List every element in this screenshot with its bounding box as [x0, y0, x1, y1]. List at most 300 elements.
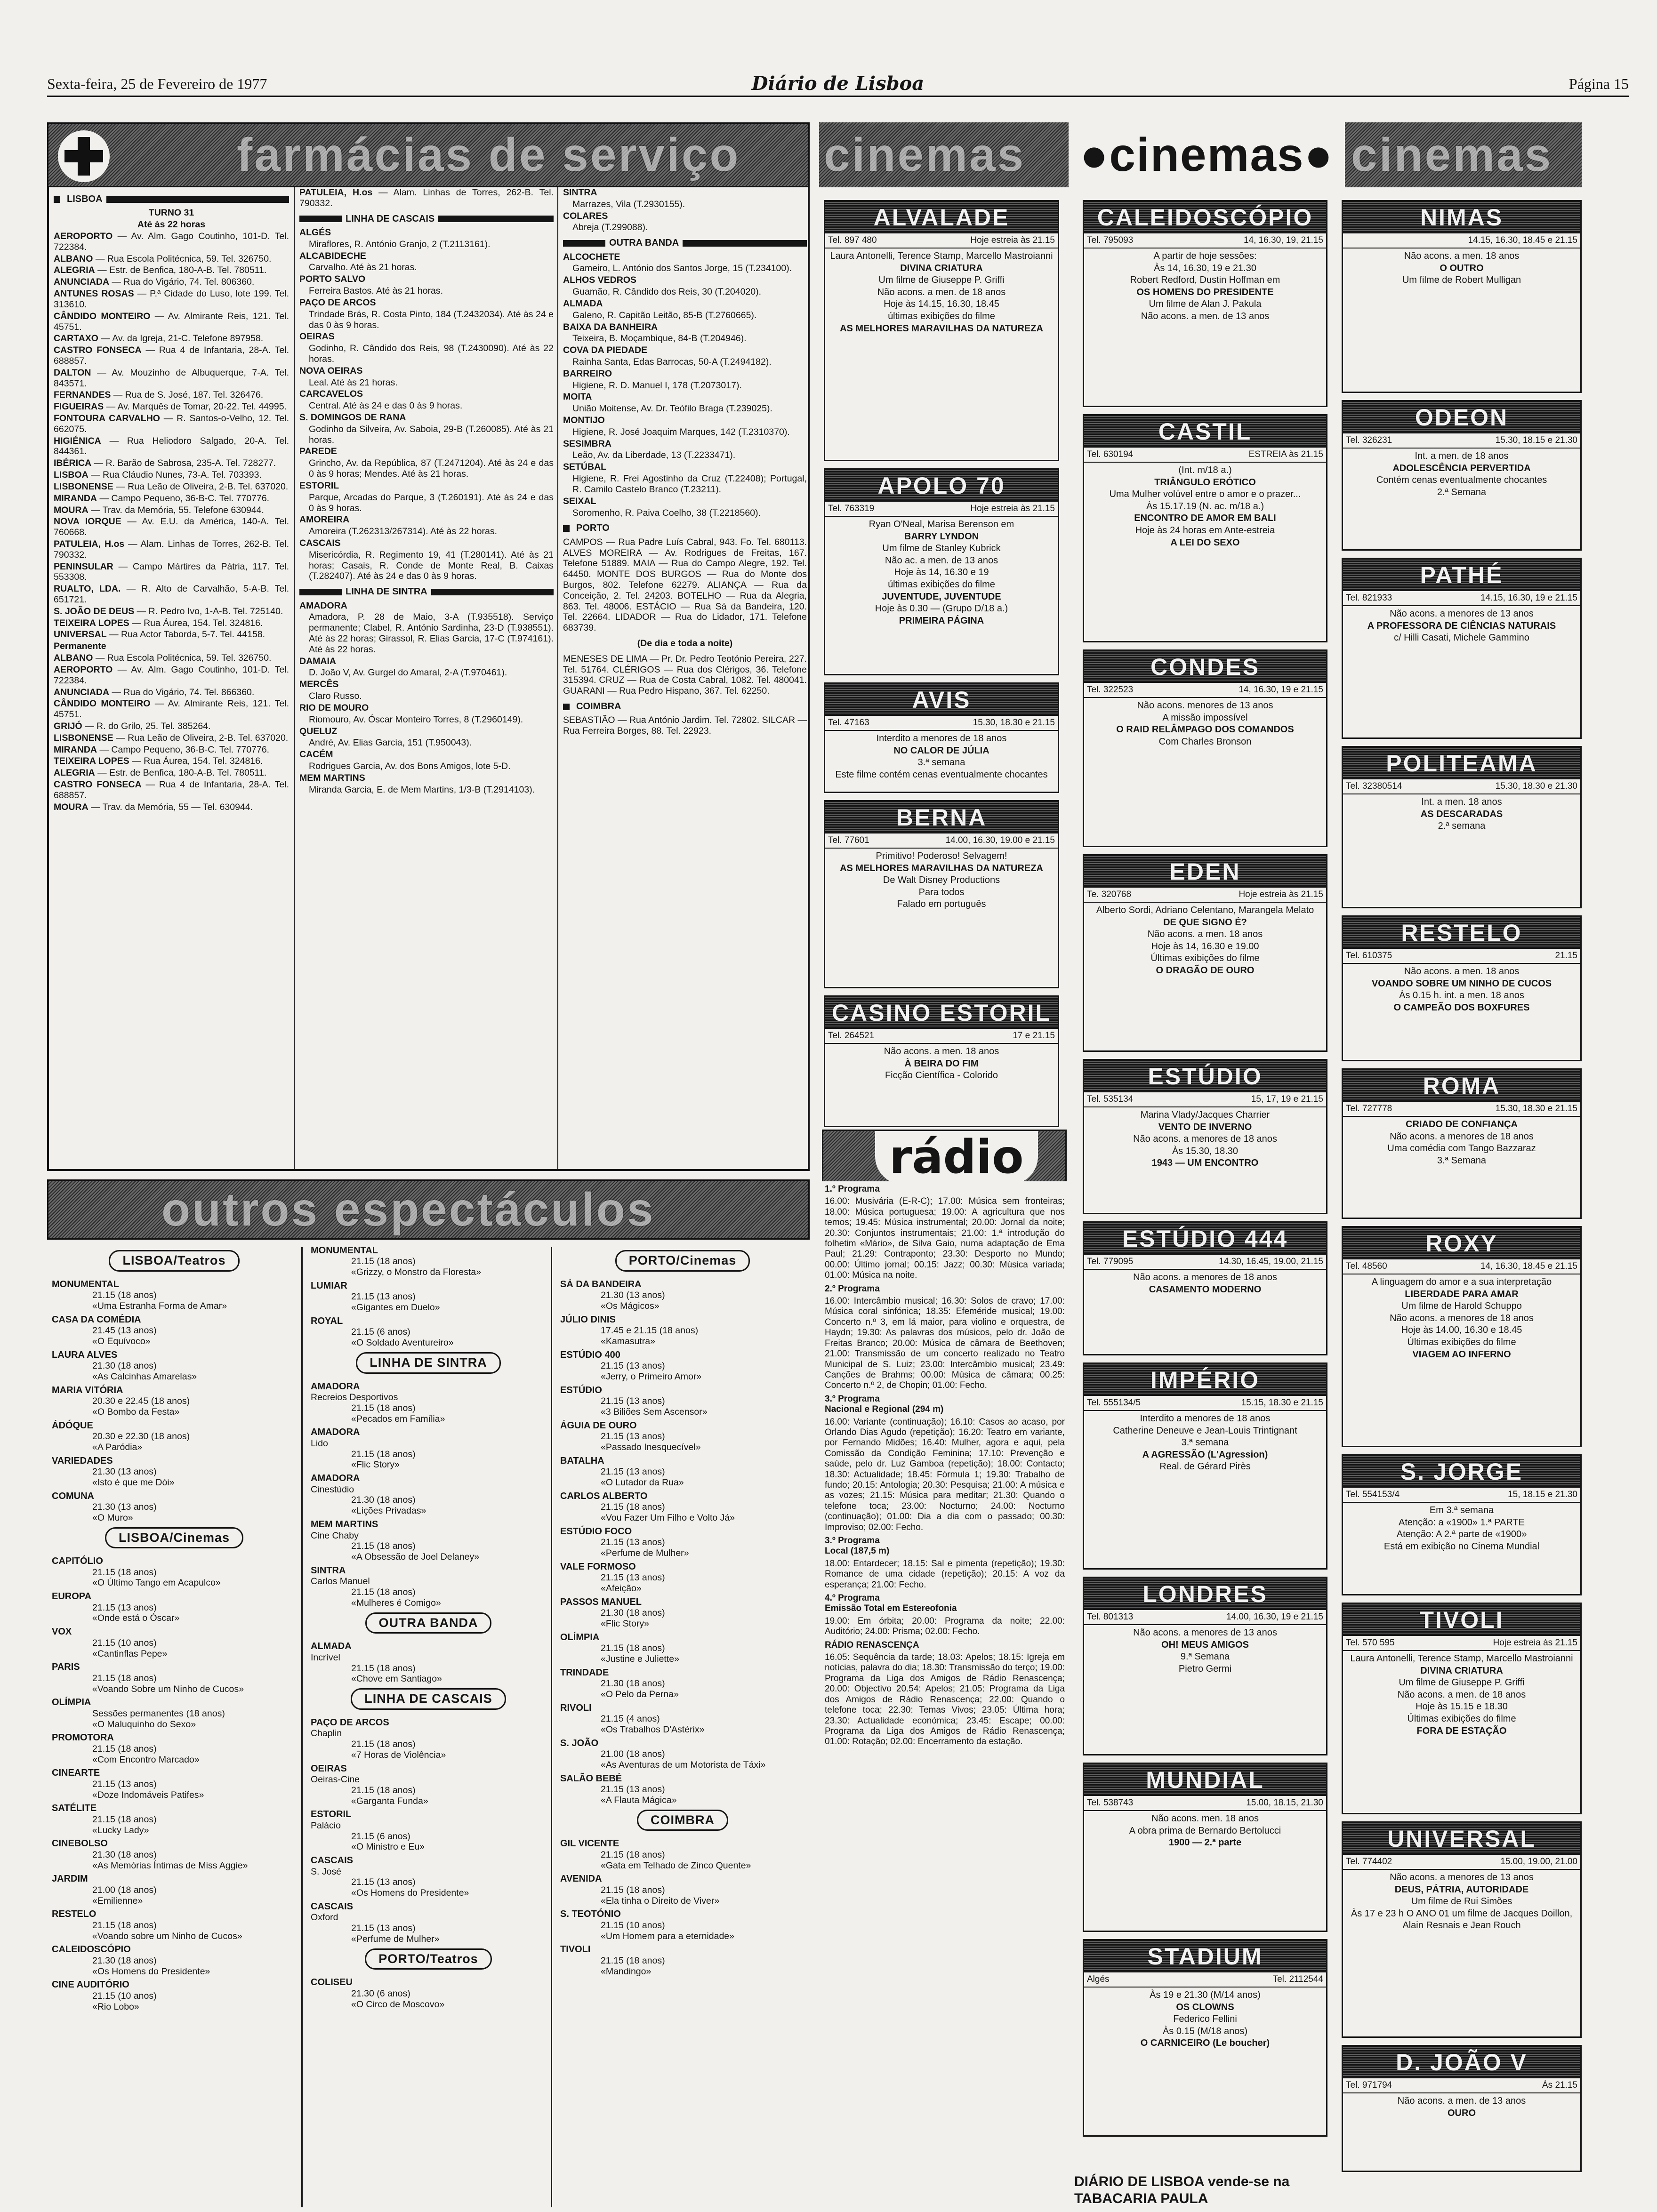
venue-name: ROYAL [311, 1316, 343, 1327]
pharmacy-address: — Estr. de Benfica, 180-A-B. Tel. 780511. [95, 265, 267, 276]
cinema-times: 21.15 [1555, 951, 1577, 961]
show-line: «O Ministro e Eu» [351, 1842, 425, 1852]
pharmacy-box [47, 187, 810, 1171]
cinema-name: PATHÉ [1343, 559, 1580, 591]
cinema-line: Não acons. a menores de 13 anos [1390, 1872, 1534, 1883]
pharmacy-entry: D. João V, Av. Gurgel do Amaral, 2-A (T.970461). [309, 667, 507, 678]
turno-label: TURNO 31 [148, 208, 194, 218]
cinema-listing-19 [1342, 915, 1582, 1061]
venue-name: GIL VICENTE [560, 1838, 619, 1849]
locality: NOVA OEIRAS [299, 365, 363, 376]
locality: SINTRA [563, 187, 597, 198]
show-line: «Voando Sobre um Ninho de Cucos» [92, 1683, 244, 1694]
cinema-phone: Tel. 570 595 [1346, 1638, 1395, 1648]
cinema-name: BERNA [825, 801, 1058, 834]
cinema-line: Às 0.15 (M/18 anos) [1162, 2026, 1248, 2036]
cinema-listing-12 [1083, 1577, 1327, 1755]
locality: BARREIRO [563, 368, 612, 379]
cinema-phone: Tel. 763319 [828, 504, 875, 513]
venue-name: AVENIDA [560, 1874, 602, 1884]
cinema-name: CASINO ESTORIL [825, 997, 1058, 1029]
cinema-line: 2.ª semana [1438, 821, 1486, 832]
cinema-line: Um filme de Rui Simões [1411, 1896, 1512, 1907]
cinema-body [1084, 248, 1326, 323]
locality: MONTIJO [563, 415, 605, 426]
cinema-meta [1084, 1255, 1326, 1270]
cinema-phone: Tel. 897 480 [828, 235, 877, 245]
venue-name: AMADORA [311, 1427, 360, 1438]
venue-name: SATÉLITE [52, 1803, 97, 1814]
cinema-times: 15.30, 18.30 e 21.15 [1495, 1104, 1577, 1114]
cinema-line: A linguagem do amor e a sua interpretação [1371, 1277, 1552, 1288]
coimbra-pharmacies: SEBASTIÃO — Rua António Jardim. Tel. 72802. SILCAR — Rua Ferreira Borges, 88. Tel. 22923. [563, 715, 807, 737]
cinema-meta [1084, 683, 1326, 698]
venue-subname: Palácio [311, 1820, 341, 1831]
venue-name: MEM MARTINS [311, 1519, 378, 1530]
show-line: «Os Homens do Presidente» [351, 1888, 469, 1899]
show-line: «Perfume de Mulher» [351, 1934, 440, 1945]
locality: DAMAIA [299, 656, 336, 666]
pharmacy-entry [54, 505, 289, 516]
show-line: «Emilienne» [92, 1895, 143, 1906]
pharmacy-address: — Rua do Vigário, 74. Tel. 806360. [109, 277, 255, 288]
pharmacy-entry [54, 413, 289, 435]
film-title: OH! MEUS AMIGOS [1161, 1639, 1249, 1650]
section-pill: PORTO/Cinemas [615, 1250, 750, 1272]
film-title: O RAID RELÂMPAGO DOS COMANDOS [1116, 724, 1294, 735]
show-line: 21.15 (13 anos) [601, 1572, 665, 1583]
pharmacy-entry [54, 629, 289, 640]
cinema-line: 3.ª Semana [1437, 1155, 1487, 1166]
cinema-times: 14, 16.30, 18.45 e 21.15 [1480, 1261, 1577, 1271]
pharmacy-address: — Av. Almirante Reis, 121. Tel. 45751. [54, 311, 289, 332]
cinema-meta [825, 502, 1058, 517]
cinema-listing-0 [824, 200, 1059, 461]
film-title: TRIÂNGULO ERÓTICO [1154, 477, 1256, 488]
cinema-listing-11 [1083, 1362, 1327, 1570]
show-line: 21.30 (13 anos) [92, 1467, 157, 1477]
pharmacy-name: ALEGRIA [54, 768, 95, 778]
show-line: «Ela tinha o Direito de Viver» [601, 1895, 720, 1906]
pharmacy-entry: Miraflores, R. António Granjo, 2 (T.2113161). [309, 239, 491, 249]
cinema-listing-5 [1083, 200, 1327, 407]
show-line: «O Soldado Aventureiro» [351, 1338, 454, 1348]
cinema-body [825, 849, 1058, 911]
shows-column-3 [560, 1246, 805, 1977]
film-title: OS CLOWNS [1176, 2002, 1234, 2012]
venue-name: CINEARTE [52, 1768, 100, 1779]
locality: AMADORA [299, 600, 347, 611]
cinema-line: Às 14, 16.30, 19 e 21.30 [1154, 263, 1256, 273]
show-line: 21.15 (6 anos) [351, 1327, 410, 1338]
show-line: «Rio Lobo» [92, 2001, 139, 2012]
cinema-times: 15.00, 18.15, 21.30 [1246, 1798, 1323, 1808]
pharmacy-entry [54, 665, 289, 686]
pharmacy-entry: Galeno, R. Capitão Leitão, 85-B (T.2760665). [572, 310, 757, 321]
cinema-body [1084, 1988, 1326, 2050]
pharmacy-entry: Higiene, R. Frei Agostinho da Cruz (T.22408); Portugal, R. Camilo Castelo Branco (T.23211). [572, 473, 807, 495]
pharmacy-address: — Rua Escola Politécnica, 59. Tel. 326750. [93, 653, 272, 664]
pharmacy-name: NOVA IORQUE [54, 516, 121, 527]
pharmacy-entry: União Moitense, Av. Dr. Teófilo Braga (T.239025). [572, 403, 772, 414]
pharmacy-name: PATULEIA, H.os [54, 538, 125, 549]
pharmacy-entry [54, 493, 289, 504]
pharmacy-entry [54, 231, 289, 253]
cinema-times: 15.00, 19.00, 21.00 [1500, 1857, 1577, 1867]
pharmacy-name: PATULEIA, H.os [299, 187, 373, 198]
locality: MOITA [563, 392, 592, 402]
venue-name: CASA DA COMÉDIA [52, 1314, 141, 1325]
venue-subname: Incrível [311, 1652, 340, 1663]
cinema-line: Não acons. a menores de 18 anos [1390, 1313, 1534, 1323]
cinema-line: Falado em português [897, 899, 986, 910]
cinema-line: últimas exibições do filme [888, 579, 995, 590]
pharmacy-address: — P.ª Cidade do Luso, lote 199. Tel. 313610. [54, 289, 289, 310]
locality: SESIMBRA [563, 438, 611, 449]
show-line: «Perfume de Mulher» [601, 1547, 689, 1558]
pharmacy-entry [54, 289, 289, 310]
show-line: 21.30 (18 anos) [92, 1955, 157, 1966]
pharmacy-entry [54, 345, 289, 367]
cinema-line: Não acons. a men. de 13 anos [1397, 2096, 1526, 2107]
cinema-name: D. JOÃO V [1343, 2046, 1580, 2078]
cinema-listing-10 [1083, 1221, 1327, 1355]
cinema-line: Um filme de Harold Schuppo [1401, 1301, 1522, 1312]
cinema-line: Hoje às 0.30 — (Grupo D/18 a.) [875, 603, 1008, 614]
lisboa-heading [54, 194, 289, 205]
cinema-meta [1343, 1855, 1580, 1870]
film-title: AS DESCARADAS [1420, 809, 1503, 819]
cinema-listing-23 [1342, 1603, 1582, 1814]
locality: CARCAVELOS [299, 389, 363, 400]
cinema-line: A obra prima de Bernardo Bertolucci [1129, 1825, 1281, 1836]
cinema-line: c/ Hilli Casati, Michele Gammino [1394, 633, 1529, 643]
show-line: 21.15 (18 anos) [351, 1663, 416, 1674]
cinema-line: Uma Mulher volúvel entre o amor e o prazer... [1109, 489, 1301, 500]
cinema-listing-13 [1083, 1763, 1327, 1932]
film-title: CRIADO DE CONFIANÇA [1406, 1119, 1518, 1130]
film-title: DEUS, PÁTRIA, AUTORIDADE [1394, 1884, 1529, 1895]
cinema-meta [1084, 1796, 1326, 1811]
cinema-times: 14.15, 16.30, 18.45 e 21.15 [1468, 235, 1577, 245]
pharmacy-entry [54, 779, 289, 801]
venue-name: VALE FORMOSO [560, 1561, 636, 1572]
cinema-name: EDEN [1084, 856, 1326, 888]
pharmacy-address: — R. Alto de Carvalhão, 5-A-B. Tel. 651721. [54, 584, 289, 605]
film-title: DE QUE SIGNO É? [1163, 917, 1247, 928]
locality: ALMADA [563, 298, 603, 309]
show-line: 21.15 (18 anos) [92, 1290, 157, 1300]
film-title: O DRAGÃO DE OURO [1156, 965, 1255, 976]
cinema-line: 3.ª semana [1181, 1437, 1229, 1448]
film-title: DIVINA CRIATURA [1420, 1665, 1503, 1676]
pharmacy-entry [54, 698, 289, 720]
cinema-body [825, 1044, 1058, 1082]
pharmacy-regions-column [299, 187, 554, 796]
cinema-phone: Tel. 32380514 [1346, 781, 1402, 791]
section-pill: LINHA DE SINTRA [356, 1352, 501, 1374]
film-title: OURO [1448, 2108, 1476, 2118]
pharmacy-entry [54, 584, 289, 605]
venue-name: JÚLIO DINIS [560, 1314, 616, 1325]
show-line: 21.15 (18 anos) [601, 1643, 665, 1654]
pharmacy-entry: Grincho, Av. da República, 87 (T.2471204). Até às 24 e das 0 às 9 horas; Mendes. Até às 21 horas. [309, 458, 554, 480]
pharmacy-cross-icon [58, 130, 110, 182]
locality: PAREDE [299, 446, 337, 457]
pharmacy-address: — Av. da Igreja, 21-C. Telefone 897958. [98, 333, 264, 344]
cinema-line: Não acons. men. 18 anos [1151, 1813, 1259, 1824]
cinema-body [1343, 1870, 1580, 1932]
cinema-phone: Tel. 779095 [1087, 1257, 1134, 1266]
radio-program-text: 16.00: Variante (continuação); 16.10: Casos ao acaso, por Orlando Dias Agudo (repetição); 16.20: Teatro em variante, por Fernando Midões; 16.40: Mulher, agora e aqui, pela Comissão da Condição Feminina; 17.10: Prevenção e saúde, pelo dr. Luz Gamboa (repetição); 18.00: Contacto; 18.30: Actualidade; 18.45: Fórmula 1; 19.30: Trabalho de fundo; 20.15: Antologia; 20.30: Pesquisa; 21.00: A música e as vozes; 21.15: Música para meditar; 21.30: Quando o telefone toca; 23.00: Nocturno; 24.00: Nocturno (continuação); 01.00: Dia a dia com o passado; 00.30: Improviso; 02.00: Fecho. [825, 1417, 1065, 1532]
pharmacy-name: DALTON [54, 367, 91, 378]
cinema-line: De Walt Disney Productions [883, 875, 1000, 886]
show-line: 21.15 (18 anos) [92, 1920, 157, 1931]
cinema-times: Hoje estreia às 21.15 [970, 504, 1055, 513]
pharmacy-name: MOURA [54, 801, 88, 812]
film-title: ADOLESCÊNCIA PERVERTIDA [1392, 463, 1531, 473]
venue-name: CASCAIS [311, 1855, 354, 1866]
film-title: VENTO DE INVERNO [1158, 1122, 1252, 1132]
cinema-line: Hoje às 14, 16.30 e 19 [894, 567, 989, 578]
cinema-times: Tel. 2112544 [1272, 1974, 1323, 1984]
cinema-listing-9 [1083, 1059, 1327, 1214]
bar-decoration [299, 216, 342, 222]
show-line: «Isto é que me Dói» [92, 1477, 175, 1488]
venue-name: RIVOLI [560, 1702, 592, 1713]
cinema-line: Hoje às 14.15, 16.30, 18.45 [884, 299, 999, 310]
show-line: 21.30 (18 anos) [351, 1495, 416, 1506]
show-line: «O Pelo da Perna» [601, 1689, 679, 1699]
pharmacy-address: — Av. Marquês de Tomar, 20-22. Tel. 44995. [104, 401, 287, 412]
cinema-times: Hoje estreia às 21.15 [1493, 1638, 1577, 1648]
show-line: «Voando sobre um Ninho de Cucos» [92, 1931, 242, 1941]
venue-name: BATALHA [560, 1455, 604, 1466]
locality: CACÉM [299, 749, 333, 760]
pharmacy-entry: Abreja (T.299088). [572, 222, 648, 233]
venue-name: PARIS [52, 1662, 80, 1673]
cinema-phone: Tel. 554153/4 [1346, 1490, 1400, 1499]
show-line: «Gigantes em Duelo» [351, 1302, 440, 1313]
pharmacy-address: — R. Santos-o-Velho, 12. Tel. 662075. [54, 413, 289, 434]
show-line: «Com Encontro Marcado» [92, 1754, 200, 1765]
cinema-line: Para todos [918, 887, 965, 898]
radio-program-heading: 1.º Programa [825, 1184, 880, 1194]
show-line: 21.15 (4 anos) [601, 1714, 660, 1724]
pharmacy-entry [54, 470, 289, 481]
cinema-name: ESTÚDIO 444 [1084, 1223, 1326, 1255]
pharmacy-entry: Central. Até às 24 e das 0 às 9 horas. [309, 401, 463, 411]
venue-name: TIVOLI [560, 1944, 591, 1955]
section-pill-wrap [560, 1806, 805, 1836]
cinema-listing-3 [824, 800, 1059, 988]
film-title: VIAGEM AO INFERNO [1412, 1349, 1511, 1360]
show-line: «A Obsessão de Joel Delaney» [351, 1552, 480, 1563]
cinema-line: Interdito a menores de 18 anos [1140, 1413, 1271, 1424]
show-line: «Lições Privadas» [351, 1506, 426, 1516]
pharmacy-name: TEIXEIRA LOPES [54, 617, 129, 628]
pharmacy-entry [54, 333, 289, 344]
cinema-line: últimas exibições do filme [888, 311, 995, 321]
cinema-meta [1084, 1610, 1326, 1625]
pharmacy-address: — Rua Actor Taborda, 5-7. Tel. 44158. [106, 629, 265, 640]
show-line: 21.15 (10 anos) [92, 1637, 157, 1648]
locality: BAIXA DA BANHEIRA [563, 321, 658, 332]
cinema-body [1084, 1811, 1326, 1849]
cinema-body [1343, 1651, 1580, 1737]
pharmacy-entry [299, 187, 554, 209]
cinema-name: APOLO 70 [825, 470, 1058, 502]
pharmacy-entry: Leão, Av. da Liberdade, 13 (T.2233471). [572, 450, 736, 461]
cinema-line: Marina Vlady/Jacques Charrier [1140, 1110, 1270, 1121]
pharmacy-address: — Trav. da Memória, 55. Telefone 630944. [88, 505, 264, 515]
locality: SEIXAL [563, 496, 596, 506]
film-title: A AGRESSÃO (L'Agression) [1142, 1449, 1268, 1460]
pharmacy-entry: Ferreira Bastos. Até às 21 horas. [309, 286, 443, 297]
venue-name: MONUMENTAL [311, 1245, 378, 1256]
cinema-line: Alberto Sordi, Adriano Celentano, Marangela Melato [1096, 905, 1314, 916]
venue-name: CINE AUDITÓRIO [52, 1980, 129, 1990]
pharmacy-entry: Rainha Santa, Edas Barrocas, 50-A (T.2494182). [572, 356, 772, 367]
pharmacy-address: — Campo Pequeno, 36-B-C. Tel. 770776. [97, 493, 270, 504]
cinema-name: ROMA [1343, 1070, 1580, 1102]
pharmacy-banner [47, 122, 810, 187]
show-line: 21.15 (18 anos) [351, 1256, 416, 1267]
permanent-label: Permanente [54, 641, 106, 652]
show-line: 21.15 (18 anos) [601, 1849, 665, 1860]
cinema-line: Um filme de Giuseppe P. Griffi [878, 275, 1005, 286]
film-title: CASAMENTO MODERNO [1149, 1284, 1262, 1295]
show-line: «A Flauta Mágica» [601, 1795, 677, 1805]
venue-name: S. JOÃO [560, 1738, 599, 1748]
venue-name: ESTÚDIO [560, 1385, 602, 1395]
cinema-body [1084, 1270, 1326, 1296]
cinema-meta [1343, 1636, 1580, 1651]
pharmacy-name: CÂNDIDO MONTEIRO [54, 698, 151, 709]
show-line: 21.15 (13 anos) [601, 1537, 665, 1548]
pharmacy-entry: Miranda Garcia, E. de Mem Martins, 1/3-B (T.2914103). [309, 784, 535, 795]
column-rule [551, 1247, 552, 2207]
cinema-listing-24 [1342, 1821, 1582, 2038]
pharmacy-entry [54, 516, 289, 538]
cinema-meta [1343, 1488, 1580, 1503]
show-line: «Passado Inesquecível» [601, 1442, 701, 1452]
show-line: «Uma Estranha Forma de Amar» [92, 1300, 227, 1311]
pharmacy-name: ALBANO [54, 253, 93, 264]
film-title: AS MELHORES MARAVILHAS DA NATUREZA [840, 323, 1043, 334]
cinema-phone: Tel. 774402 [1346, 1857, 1392, 1867]
section-pill-wrap [311, 1684, 546, 1715]
locality: S. DOMINGOS DE RANA [299, 412, 406, 423]
show-line: «Chove em Santiago» [351, 1674, 442, 1684]
show-line: 21.15 (18 anos) [92, 1743, 157, 1754]
pharmacy-address: — Rua 4 de Infantaria, 28-A. Tel. 688857. [54, 779, 289, 801]
cinema-meta [1084, 233, 1326, 248]
show-line: 21.15 (18 anos) [601, 1884, 665, 1895]
pharmacy-porto-column [563, 187, 807, 737]
column-rule [294, 187, 295, 1171]
coimbra-label: COIMBRA [576, 701, 621, 712]
show-line: 21.15 (18 anos) [351, 1785, 416, 1795]
cinema-phone: Tel. 630194 [1087, 449, 1134, 459]
cinema-times: Às 21.15 [1542, 2080, 1577, 2090]
cinema-phone: Algés [1087, 1974, 1110, 1984]
show-line: 21.15 (18 anos) [92, 1567, 157, 1578]
pharmacy-address: — R. do Grilo, 25. Tel. 385264. [82, 721, 211, 731]
pharmacy-entry [54, 733, 289, 744]
cinema-phone: Tel. 821933 [1346, 593, 1392, 603]
show-line: «Os Mágicos» [601, 1300, 660, 1311]
linha-cascais-heading [299, 214, 554, 224]
show-line: «Flic Story» [351, 1459, 400, 1470]
locality: QUELUZ [299, 726, 338, 737]
pharmacy-entry [54, 653, 289, 664]
cinema-name: ODEON [1343, 401, 1580, 433]
cinema-line: Pietro Germi [1178, 1663, 1232, 1674]
film-title: 1900 — 2.ª parte [1168, 1837, 1242, 1848]
cinema-body [1084, 1107, 1326, 1170]
pharmacy-entry: Riomouro, Av. Óscar Monteiro Torres, 8 (T.2960149). [309, 714, 523, 725]
pharmacy-name: S. JOÃO DE DEUS [54, 606, 135, 617]
pharmacy-entry: Trindade Brás, R. Costa Pinto, 184 (T.2432034). Até às 24 e das 0 às 9 horas. [309, 309, 554, 330]
show-line: «Os Homens do Presidente» [92, 1966, 210, 1977]
show-line: 21.15 (13 anos) [92, 1602, 157, 1613]
show-line: «Pecados em Família» [351, 1413, 445, 1424]
venue-subname: Carlos Manuel [311, 1576, 370, 1587]
cinema-line: Ficção Científica - Colorido [885, 1070, 998, 1081]
show-line: «Grizzy, o Monstro da Floresta» [351, 1267, 481, 1278]
show-line: 21.30 (13 anos) [92, 1502, 157, 1513]
show-line: 21.15 (18 anos) [351, 1449, 416, 1459]
shows-column-1 [52, 1246, 297, 2012]
film-title: 1943 — UM ENCONTRO [1151, 1158, 1259, 1169]
pharmacy-name: HIGIÉNICA [54, 435, 101, 446]
pharmacy-address: — Av. Almirante Reis, 121. Tel. 45751. [54, 698, 289, 720]
cinema-listing-7 [1083, 649, 1327, 847]
cinema-phone: Tel. 801313 [1087, 1612, 1134, 1622]
cinema-line: Está em exibição no Cinema Mundial [1384, 1541, 1540, 1552]
cinema-body [1343, 964, 1580, 1014]
venue-name: VOX [52, 1627, 72, 1637]
pharmacy-name: ANTUNES ROSAS [54, 289, 134, 299]
pharmacy-name: FONTOURA CARVALHO [54, 413, 160, 424]
cinema-line: Ryan O'Neal, Marisa Berenson em [869, 519, 1014, 530]
cinema-name: NIMAS [1343, 201, 1580, 233]
pharmacy-address: — Trav. da Memória, 55 — Tel. 630944. [88, 801, 253, 812]
show-line: «3 Biliões Sem Ascensor» [601, 1406, 708, 1417]
pharmacy-entry: Claro Russo. [309, 691, 362, 702]
square-bullet-icon [563, 525, 570, 532]
venue-subname: Recreios Desportivos [311, 1392, 398, 1403]
cinema-line: Não acons. a men. de 18 anos [1397, 1689, 1526, 1700]
bar-decoration [431, 589, 554, 595]
show-line: 21.15 (13 anos) [351, 1877, 416, 1888]
pharmacy-name: FIGUEIRAS [54, 401, 104, 412]
bar-decoration [683, 240, 807, 247]
show-line: 21.30 (18 anos) [92, 1361, 157, 1371]
pharmacy-entry: Amadora, P. 28 de Maio, 3-A (T.935518). Serviço permanente; Clabel, R. António Sardinha, 23-D (T.938551). Até às 22 horas; Girassol, R. Elias Garcia, 17-C (T.974161). Até às 22 horas. [309, 612, 554, 655]
cinema-line: Int. a men. de 18 anos [1415, 451, 1509, 462]
pharmacy-name: FERNANDES [54, 390, 111, 401]
film-title: JUVENTUDE, JUVENTUDE [882, 591, 1001, 602]
cinema-line: Uma comédia com Tango Bazzaraz [1387, 1143, 1536, 1154]
radio-program-text: 18.00: Entardecer; 18.15: Sal e pimenta (repetição); 19.30: Romance de uma cidade (repetição); 20.15: A voz da esperança; 21.00: Fecho. [825, 1558, 1065, 1590]
venue-name: VARIEDADES [52, 1455, 113, 1466]
pharmacy-entry [54, 561, 289, 583]
cinema-line: Real. de Gérard Pirès [1159, 1461, 1251, 1472]
pharmacy-entry [54, 401, 289, 412]
pharmacy-entry [54, 436, 289, 457]
